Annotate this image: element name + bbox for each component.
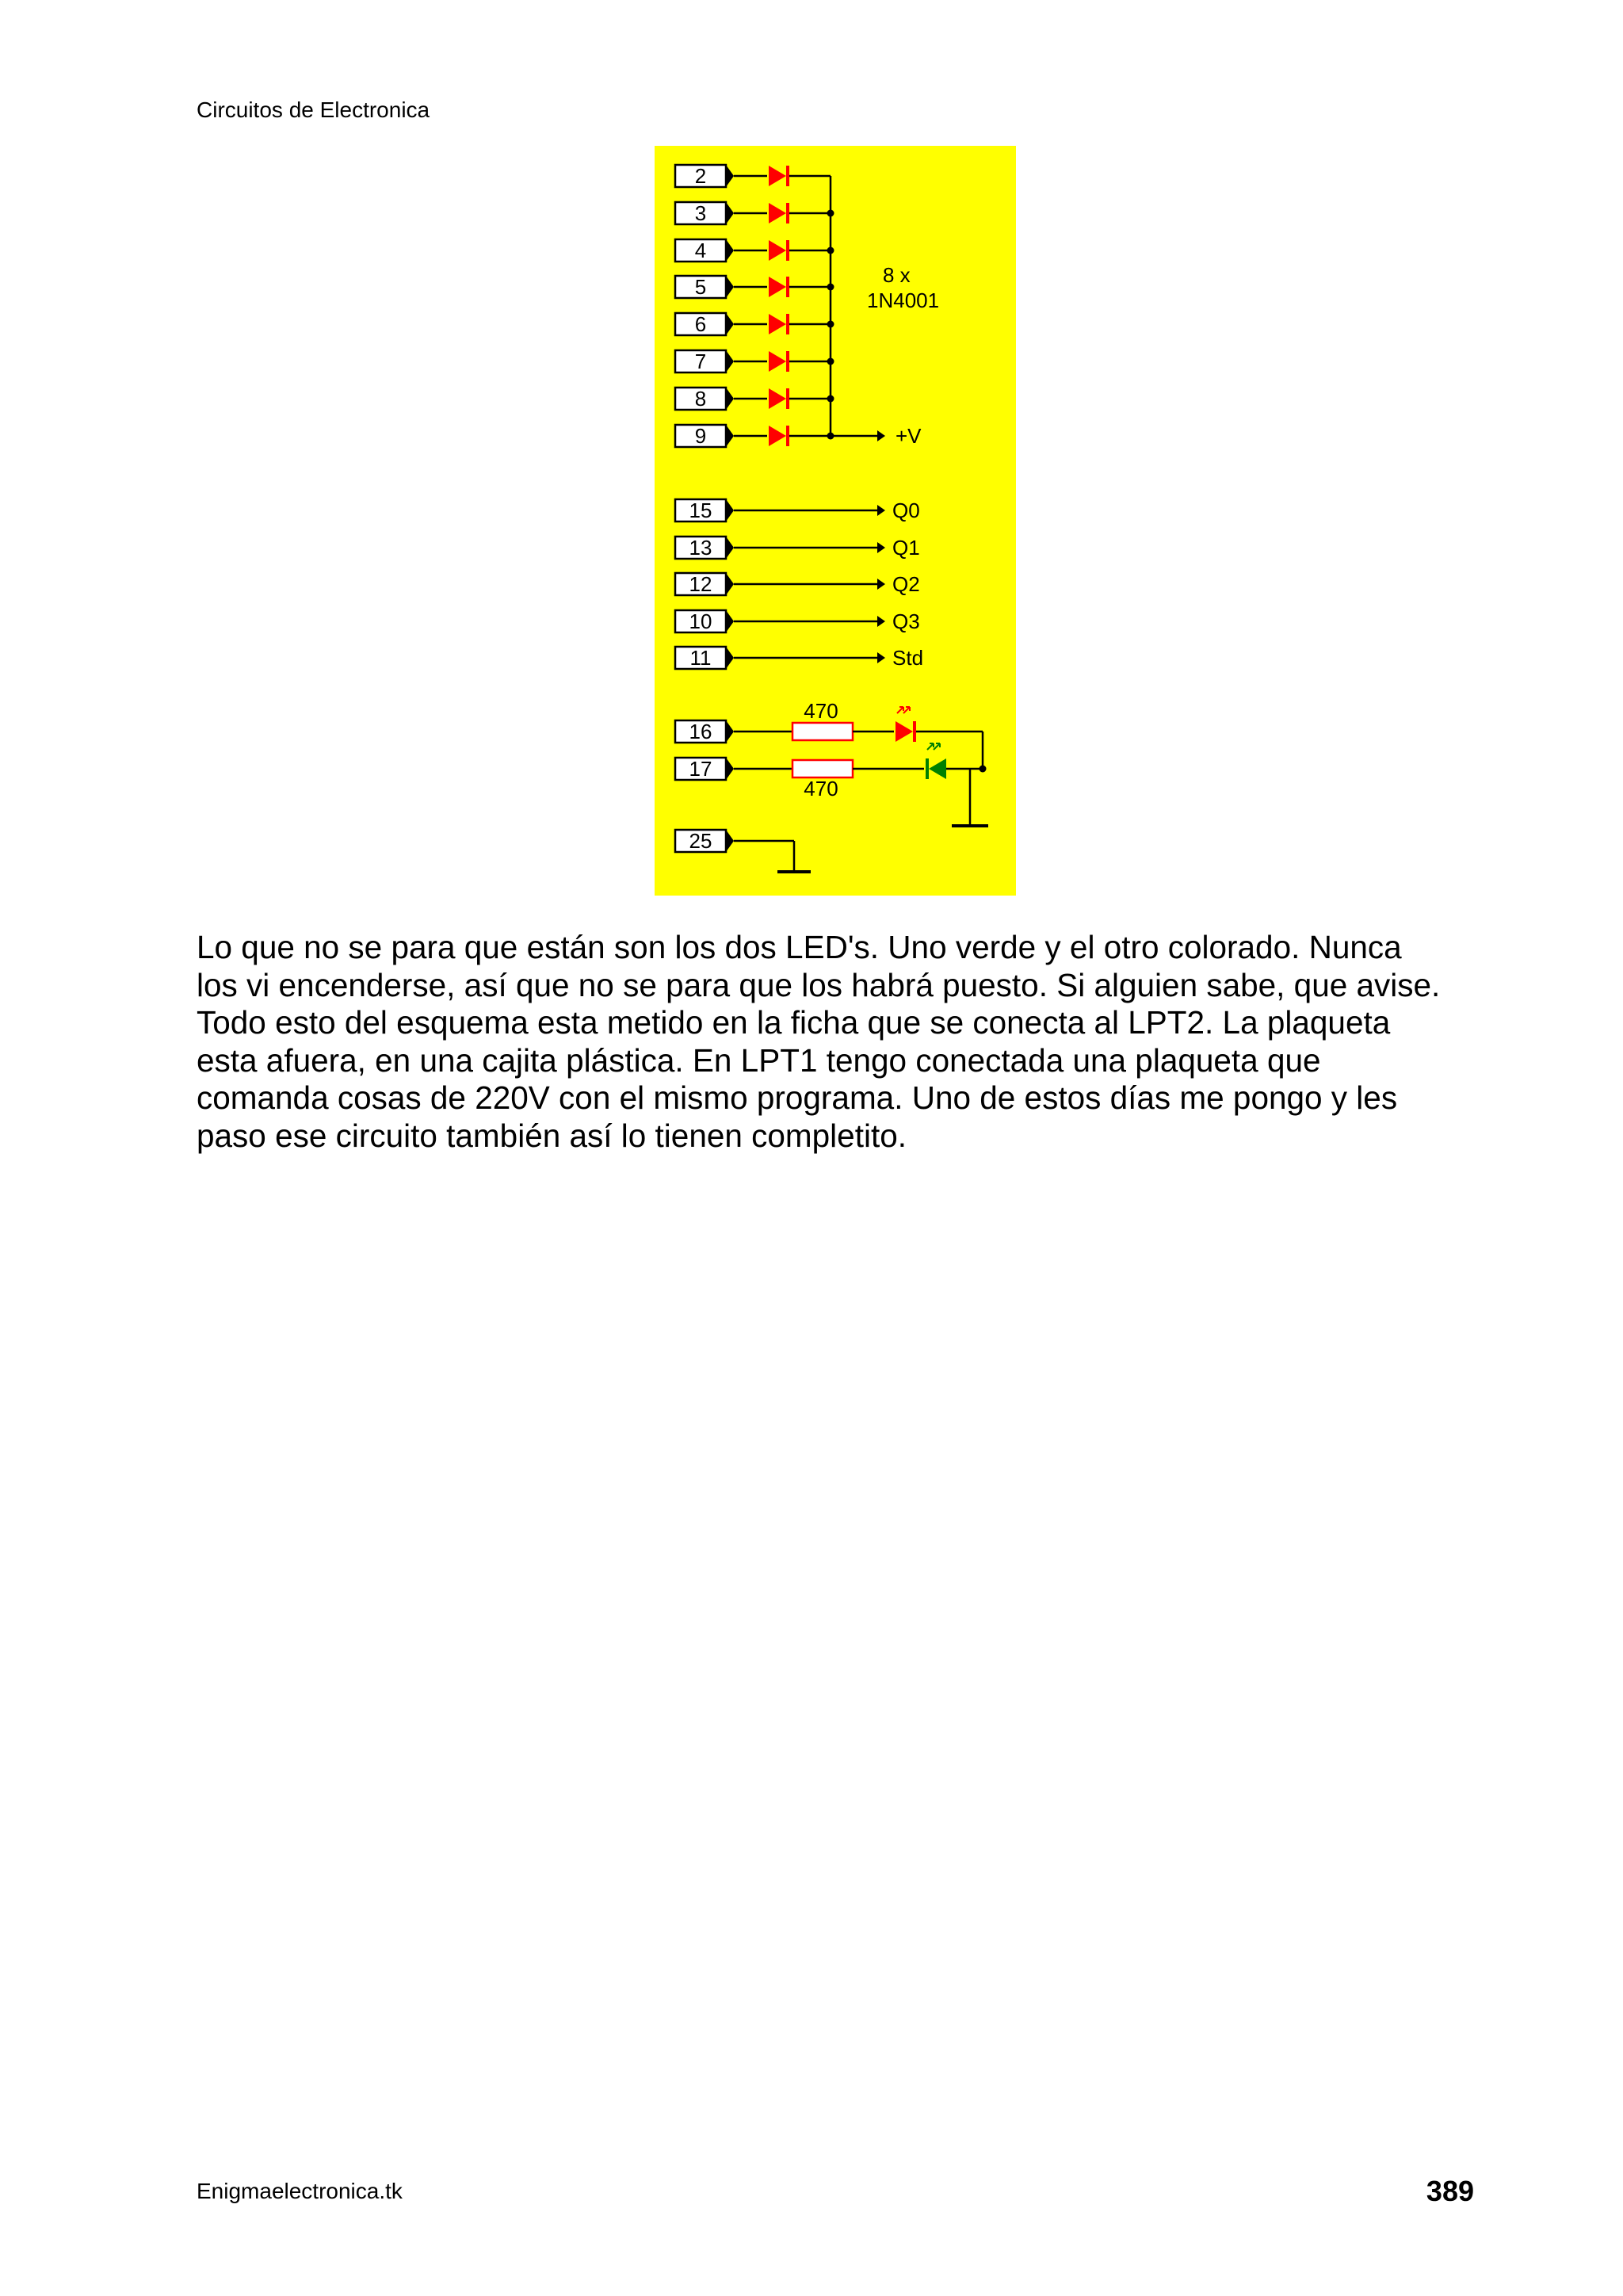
resistor-symbol — [792, 723, 853, 740]
data-line-label: Q1 — [892, 536, 920, 560]
parallel-port-schematic — [655, 146, 1016, 896]
body-line: Lo que no se para que están son los dos LED's. Uno verde y el otro colorado. Nunca — [197, 929, 1402, 965]
pin-number-label: 15 — [689, 499, 712, 522]
schematic-drawing — [655, 146, 1016, 896]
body-line: comanda cosas de 220V con el mismo programa. Uno de estos días me pongo y les — [197, 1079, 1398, 1116]
junction-dot — [980, 766, 987, 773]
pin-number-label: 3 — [694, 201, 707, 225]
data-line-label: Q2 — [892, 572, 920, 596]
pin-number-label: 11 — [689, 646, 712, 670]
data-line-label: Q3 — [892, 609, 920, 633]
supply-label: +V — [896, 424, 922, 448]
body-paragraph — [197, 929, 1480, 1155]
resistor-symbol — [792, 760, 853, 777]
pin-number-label: 7 — [694, 350, 707, 373]
pin-number-label: 5 — [694, 275, 707, 299]
pin-number-label: 6 — [694, 312, 707, 336]
pin-number-label: 12 — [689, 572, 712, 596]
resistor-value-label: 470 — [804, 777, 838, 800]
page-header-title: Circuitos de Electronica — [197, 97, 430, 122]
pin-number-label: 9 — [694, 424, 707, 448]
data-line-label: Std — [892, 646, 924, 670]
pin-number-label: 10 — [689, 609, 712, 633]
pin-number-label: 8 — [694, 387, 707, 411]
pin-number-label: 25 — [689, 829, 712, 853]
pin-number-label: 13 — [689, 536, 712, 560]
pin-number-label: 2 — [694, 164, 707, 188]
body-line: los vi encenderse, así que no se para que los habrá puesto. Si alguien sabe, que avise. — [197, 966, 1441, 1003]
body-line: paso ese circuito también así lo tienen completito. — [197, 1117, 907, 1154]
diode-part-label: 1N4001 — [867, 288, 940, 312]
resistor-value-label: 470 — [804, 699, 838, 723]
body-line: Todo esto del esquema esta metido en la ficha que se conecta al LPT2. La plaqueta — [197, 1004, 1391, 1041]
data-line-label: Q0 — [892, 499, 920, 522]
pin-number-label: 4 — [694, 239, 707, 262]
diode-count-label: 8 x — [883, 263, 911, 287]
pin-number-label: 16 — [689, 720, 712, 743]
pin-number-label: 17 — [689, 757, 712, 781]
footer-site-name: Enigmaelectronica.tk — [197, 2179, 403, 2203]
body-line: esta afuera, en una cajita plástica. En LPT1 tengo conectada una plaqueta que — [197, 1041, 1321, 1079]
page-number: 389 — [1426, 2175, 1474, 2207]
